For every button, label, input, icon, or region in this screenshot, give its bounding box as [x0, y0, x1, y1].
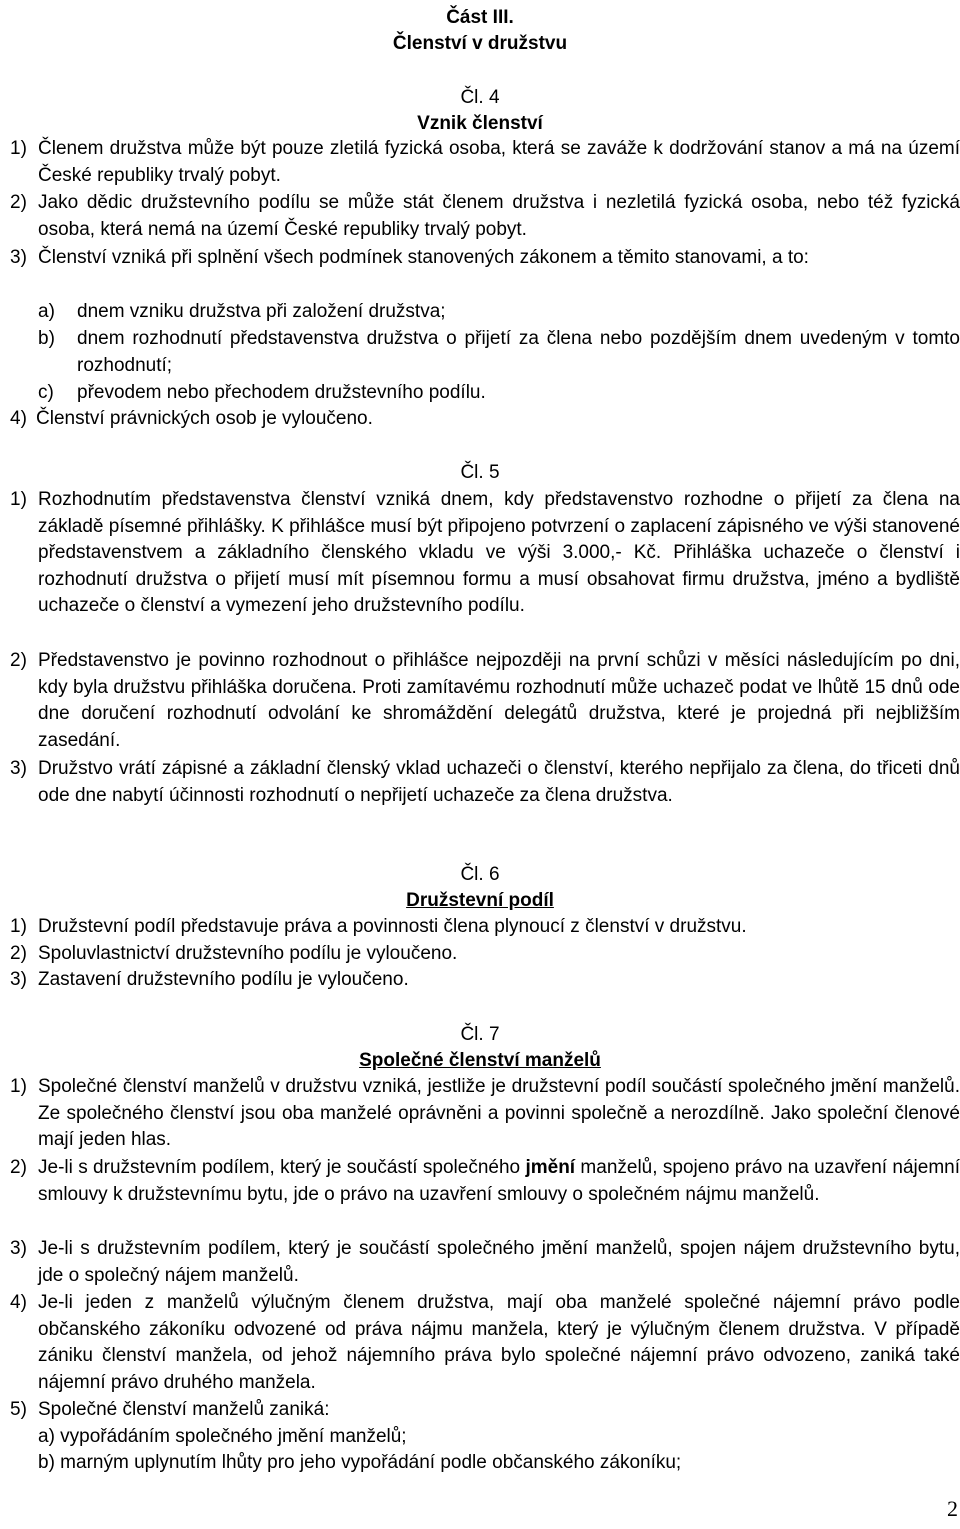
article-7-paragraph-2: [10, 1155, 960, 1208]
text-run: Je-li s družstevním podílem, který je součástí společného: [38, 1157, 526, 1178]
article-4-paragraph-4: [10, 406, 960, 433]
paragraph-number: 1): [10, 138, 27, 159]
article-7-item-a: a) vypořádáním společného jmění manželů;: [38, 1426, 407, 1447]
paragraph-number: 1): [10, 489, 27, 510]
paragraph-number: 2): [10, 192, 27, 213]
paragraph-text: Družstvo vrátí zápisné a základní členský vklad uchazeči o členství, kterého nepřijalo za člena, do třiceti dnů ode dne nabytí účinnosti rozhodnutí o nepřijetí uchazeče za člena družstva.: [38, 758, 960, 806]
article-6-title: Družstevní podíl: [406, 890, 554, 911]
paragraph-number: 3): [10, 758, 27, 779]
part-subtitle: Členství v družstvu: [392, 33, 568, 54]
paragraph-number: 4): [10, 408, 27, 429]
article-7-paragraph-5: [10, 1397, 960, 1424]
page-number: 2: [947, 1496, 958, 1521]
article-7-title: Společné členství manželů: [359, 1050, 601, 1071]
paragraph-text: Spoluvlastnictví družstevního podílu je vyloučeno.: [38, 943, 458, 964]
article-6-number: Čl. 6: [460, 864, 500, 885]
article-7-paragraph-4: [10, 1290, 960, 1396]
paragraph-number: 1): [10, 1076, 27, 1097]
item-letter: c): [38, 382, 54, 403]
text-run: manželů, spojeno právo na uzavření nájemní smlouvy k družstevnímu bytu, jde o právo na uzavření smlouvy o společném nájmu manželů.: [38, 1157, 960, 1205]
item-text: převodem nebo přechodem družstevního podílu.: [77, 382, 486, 403]
paragraph-number: 2): [10, 650, 27, 671]
article-5-number: Čl. 5: [460, 462, 500, 483]
article-4-number: Čl. 4: [460, 87, 500, 108]
item-letter: b): [38, 328, 55, 349]
article-4-title: Vznik členství: [417, 113, 543, 134]
article-6-paragraph-2: [10, 941, 960, 968]
article-5-paragraph-1: [10, 487, 960, 620]
paragraph-number: 2): [10, 1157, 27, 1178]
paragraph-text: Zastavení družstevního podílu je vyloučeno.: [38, 969, 409, 990]
article-7-paragraph-3: [10, 1236, 960, 1289]
article-4-paragraph-2: [10, 190, 960, 243]
paragraph-number: 1): [10, 916, 27, 937]
paragraph-text: Jako dědic družstevního podílu se může stát členem družstva i nezletilá fyzická osoba, nebo též fyzická osoba, která nemá na území České republiky trvalý pobyt.: [38, 192, 960, 240]
paragraph-text: Členem družstva může být pouze zletilá fyzická osoba, která se zaváže k dodržování stanov a má na území České republiky trvalý pobyt.: [38, 138, 960, 186]
article-5-paragraph-3: [10, 756, 960, 809]
item-text: dnem vzniku družstva při založení družstva;: [77, 301, 446, 322]
paragraph-number: 5): [10, 1399, 27, 1420]
paragraph-text: Členství právnických osob je vyloučeno.: [36, 408, 373, 429]
part-title: Část III.: [446, 7, 514, 28]
paragraph-number: 3): [10, 247, 27, 268]
paragraph-text: Představenstvo je povinno rozhodnout o přihlášce nejpozději na první schůzi v měsíci následujícím po dni, kdy byla družstvu přihláška doručena. Proti zamítavému rozhodnutí může uchazeč podat ve lhůtě 15 dnů ode dne doručení rozhodnutí odvolání ke shromáždění delegátů družstva, které je projedná při nejbližším zasedání.: [38, 650, 960, 751]
paragraph-text: Je-li jeden z manželů výlučným členem družstva, mají oba manželé společné nájemní právo podle občanského zákoníku odvozené od práva nájmu manžela, který je výlučným členem družstva. V případě zániku členství manžela, od jehož nájemního práva bylo společné nájemní právo odvozeno, zaniká také nájemní právo druhého manžela.: [38, 1292, 960, 1393]
article-4-item-a: [38, 299, 960, 326]
paragraph-number: 2): [10, 943, 27, 964]
paragraph-text: Družstevní podíl představuje práva a povinnosti člena plynoucí z členství v družstvu.: [38, 916, 747, 937]
paragraph-text: Společné členství manželů v družstvu vzniká, jestliže je družstevní podíl součástí společného jmění manželů. Ze společného členství jsou oba manželé oprávněni a povinni společně a nerozdílně. Jako společní členové mají jeden hlas.: [38, 1076, 960, 1150]
paragraph-text: Členství vzniká při splnění všech podmínek stanovených zákonem a těmito stanovami, a to:: [38, 247, 809, 268]
article-4-paragraph-1: [10, 136, 960, 189]
article-5-paragraph-2: [10, 648, 960, 754]
article-7-paragraph-1: [10, 1074, 960, 1154]
article-7-number: Čl. 7: [460, 1024, 500, 1045]
paragraph-number: 4): [10, 1292, 27, 1313]
item-text: dnem rozhodnutí představenstva družstva o přijetí za člena nebo pozdějším dnem uvedeným v tomto rozhodnutí;: [77, 328, 960, 376]
article-4-item-c: [38, 380, 960, 407]
article-6-paragraph-3: [10, 967, 960, 994]
article-4-item-b: [38, 326, 960, 379]
article-6-paragraph-1: [10, 914, 960, 941]
paragraph-text: Je-li s družstevním podílem, který je součástí společného jmění manželů, spojen nájem družstevního bytu, jde o společný nájem manželů.: [38, 1238, 960, 1286]
paragraph-text: Rozhodnutím představenstva členství vzniká dnem, kdy představenstvo rozhodne o přijetí za člena na základě písemné přihlášky. K přihlášce musí být připojeno potvrzení o zaplacení zápisného ve výši stanovené představenstvem a základního členského vkladu ve výši 3.000,- Kč. Přihláška uchazeče o členství i rozhodnutí družstva o přijetí musí mít písemnou formu a musí obsahovat firmu družstva, jméno a bydliště uchazeče o členství a vymezení jeho družstevního podílu.: [38, 489, 960, 616]
paragraph-number: 3): [10, 969, 27, 990]
paragraph-text: [38, 1155, 960, 1208]
bold-word: jmění: [525, 1157, 576, 1178]
article-7-item-b: b) marným uplynutím lhůty pro jeho vypořádání podle občanského zákoníku;: [38, 1452, 682, 1473]
paragraph-number: 3): [10, 1238, 27, 1259]
article-4-paragraph-3: [10, 245, 960, 272]
item-letter: a): [38, 301, 55, 322]
paragraph-text: Společné členství manželů zaniká:: [38, 1399, 330, 1420]
